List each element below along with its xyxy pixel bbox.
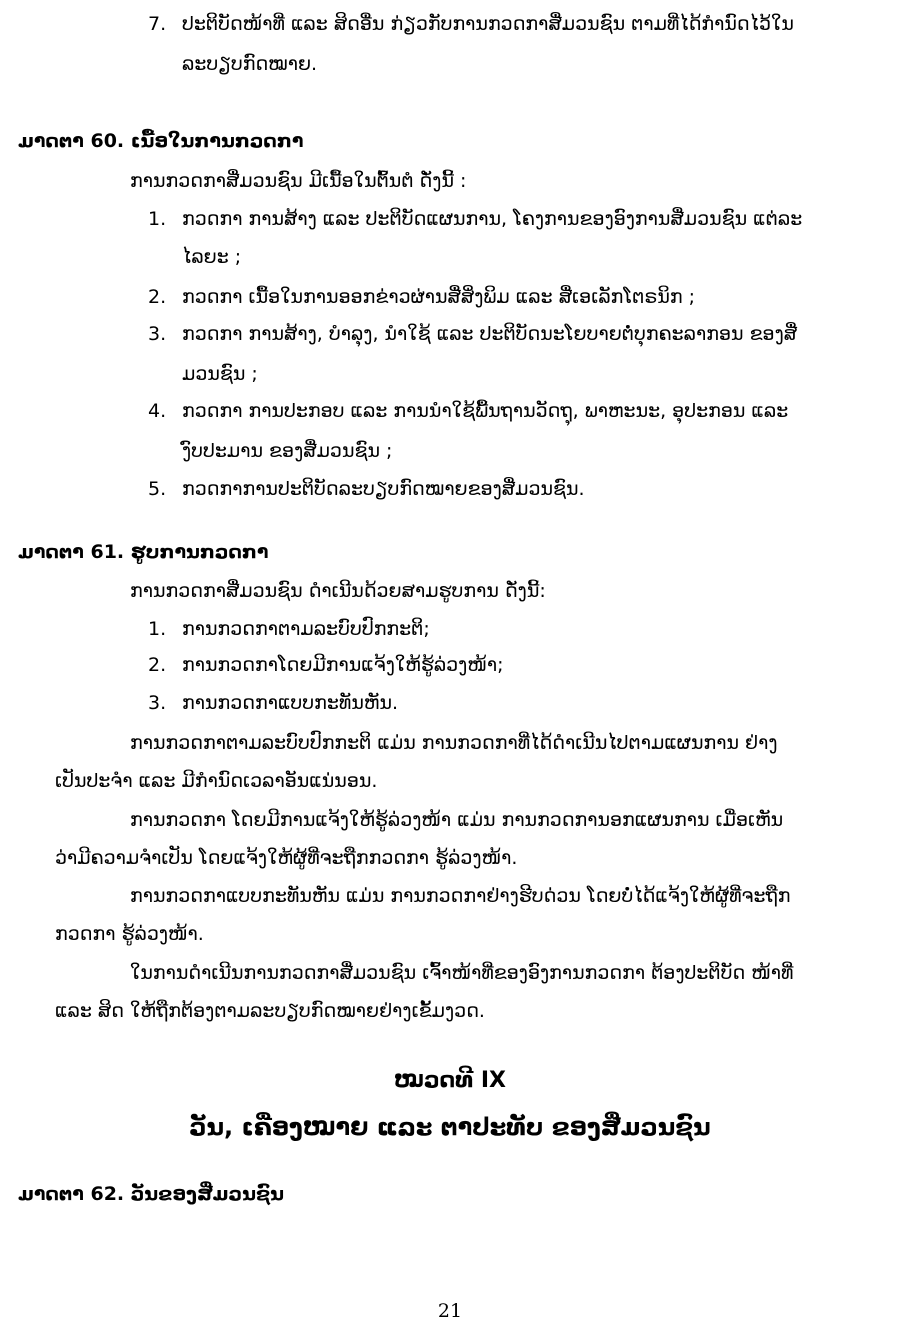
list-number: 5. — [148, 478, 167, 500]
article-60-heading: ມາດຕາ 60. ເນື້ອໃນການກວດກາ — [18, 130, 304, 152]
article-60-item-3 — [148, 320, 797, 348]
list-number: 1. — [148, 618, 167, 640]
list-text: ປະຕິບັດໜ້າທີ່ ແລະ ສິດອື່ນ ກ່ຽວກັບການກວດກາສື່ມວນຊົນ ຕາມທີ່ໄດ້ກຳນົດໄວ້ໃນ — [182, 13, 794, 35]
list-number: 2. — [148, 286, 167, 308]
article-60-item-1 — [148, 205, 802, 233]
list-number: 2. — [148, 654, 167, 676]
article-60-item-1-cont: ໄລຍະ ; — [182, 246, 242, 268]
article-60-intro: ການກວດກາສື່ມວນຊົນ ມີເນື້ອໃນຕົ້ນຕໍ ດັ່ງນີ້ : — [130, 170, 467, 192]
chapter-title: ວັນ, ເຄື່ອງໝາຍ ແລະ ຕາປະທັບ ຂອງສື່ມວນຊົນ — [189, 1113, 711, 1141]
article-61-paragraph-4-cont: ແລະ ສິດ ໃຫ້ຖືກຕ້ອງຕາມລະບຽບກົດໝາຍຢ່າງເຂັ້ມງວດ. — [55, 1000, 485, 1022]
list-text: ກວດກາ ການສ້າງ ແລະ ປະຕິບັດແຜນການ, ໂຄງການຂອງອົງການສື່ມວນຊົນ ແຕ່ລະ — [182, 208, 803, 230]
article-61-intro: ການກວດກາສື່ມວນຊົນ ດຳເນີນດ້ວຍສາມຮູບການ ດັ່ງນີ້: — [130, 580, 546, 602]
list-text: ການກວດກາແບບກະທັນຫັນ. — [182, 692, 399, 714]
list-item-7 — [148, 10, 794, 38]
list-text: ກວດກາ ເນື້ອໃນການອອກຂ່າວຜ່ານສື່ສິ່ງພິມ ແລະ ສື່ເອເລັກໂຕຣນິກ ; — [182, 286, 696, 308]
article-61-paragraph-1-cont: ເປັນປະຈຳ ແລະ ມີກຳນົດເວລາອັນແນ່ນອນ. — [55, 770, 378, 792]
article-60-item-3-cont: ມວນຊົນ ; — [182, 363, 258, 385]
list-text: ການກວດກາຕາມລະບົບປົກກະຕິ; — [182, 618, 430, 640]
list-number: 7. — [148, 13, 167, 35]
article-61-item-2 — [148, 651, 504, 679]
article-60-item-4 — [148, 397, 788, 425]
article-60-item-4-cont: ງົບປະມານ ຂອງສື່ມວນຊົນ ; — [182, 440, 393, 462]
article-61-paragraph-2-cont: ວ່າມີຄວາມຈຳເປັນ ໂດຍແຈ້ງໃຫ້ຜູ້ທີ່ຈະຖືກກວດກາ ຮູ້ລ່ວງໜ້າ. — [55, 847, 518, 869]
article-61-paragraph-3: ການກວດກາແບບກະທັນຫັນ ແມ່ນ ການກວດກາຢ່າງຮີບດ່ວນ ໂດຍບໍ່ໄດ້ແຈ້ງໃຫ້ຜູ້ທີ່ຈະຖືກ — [130, 885, 791, 907]
list-number: 3. — [148, 323, 167, 345]
list-text: ກວດກາ ການປະກອບ ແລະ ການນຳໃຊ້ພື້ນຖານວັດຖຸ, ພາຫະນະ, ອຸປະກອນ ແລະ — [182, 400, 789, 422]
list-text: ກວດກາການປະຕິບັດລະບຽບກົດໝາຍຂອງສື່ມວນຊົນ. — [182, 478, 585, 500]
page-number: 21 — [437, 1300, 463, 1322]
article-61-paragraph-4: ໃນການດຳເນີນການກວດກາສື່ມວນຊົນ ເຈົ້າໜ້າທີ່ຂອງອົງການກວດກາ ຕ້ອງປະຕິບັດ ໜ້າທີ່ — [130, 962, 794, 984]
article-60-item-2 — [148, 283, 695, 311]
list-number: 4. — [148, 400, 167, 422]
list-text: ການກວດກາໂດຍມີການແຈ້ງໃຫ້ຮູ້ລ່ວງໜ້າ; — [182, 654, 504, 676]
article-61-paragraph-3-cont: ກວດກາ ຮູ້ລ່ວງໜ້າ. — [55, 923, 204, 945]
article-61-item-3 — [148, 689, 398, 717]
list-text: ກວດກາ ການສ້າງ, ບຳລຸງ, ນຳໃຊ້ ແລະ ປະຕິບັດນະໂຍບາຍຕໍ່ບຸກຄະລາກອນ ຂອງສື່ — [182, 323, 798, 345]
article-61-item-1 — [148, 615, 430, 643]
article-61-paragraph-1: ການກວດກາຕາມລະບົບປົກກະຕິ ແມ່ນ ການກວດກາທີ່ໄດ້ດຳເນີນໄປຕາມແຜນການ ຢ່າງ — [130, 732, 778, 754]
article-61-heading: ມາດຕາ 61. ຮູບການກວດກາ — [18, 541, 269, 563]
article-62-heading: ມາດຕາ 62. ວັນຂອງສື່ມວນຊົນ — [18, 1183, 284, 1205]
list-number: 3. — [148, 692, 167, 714]
list-number: 1. — [148, 208, 167, 230]
article-61-paragraph-2: ການກວດກາ ໂດຍມີການແຈ້ງໃຫ້ຮູ້ລ່ວງໜ້າ ແມ່ນ ການກວດການອກແຜນການ ເມື່ອເຫັນ — [130, 809, 784, 831]
article-60-item-5 — [148, 475, 585, 503]
list-item-7-cont: ລະບຽບກົດໝາຍ. — [182, 53, 318, 75]
chapter-number: ໝວດທີ IX — [393, 1068, 507, 1093]
